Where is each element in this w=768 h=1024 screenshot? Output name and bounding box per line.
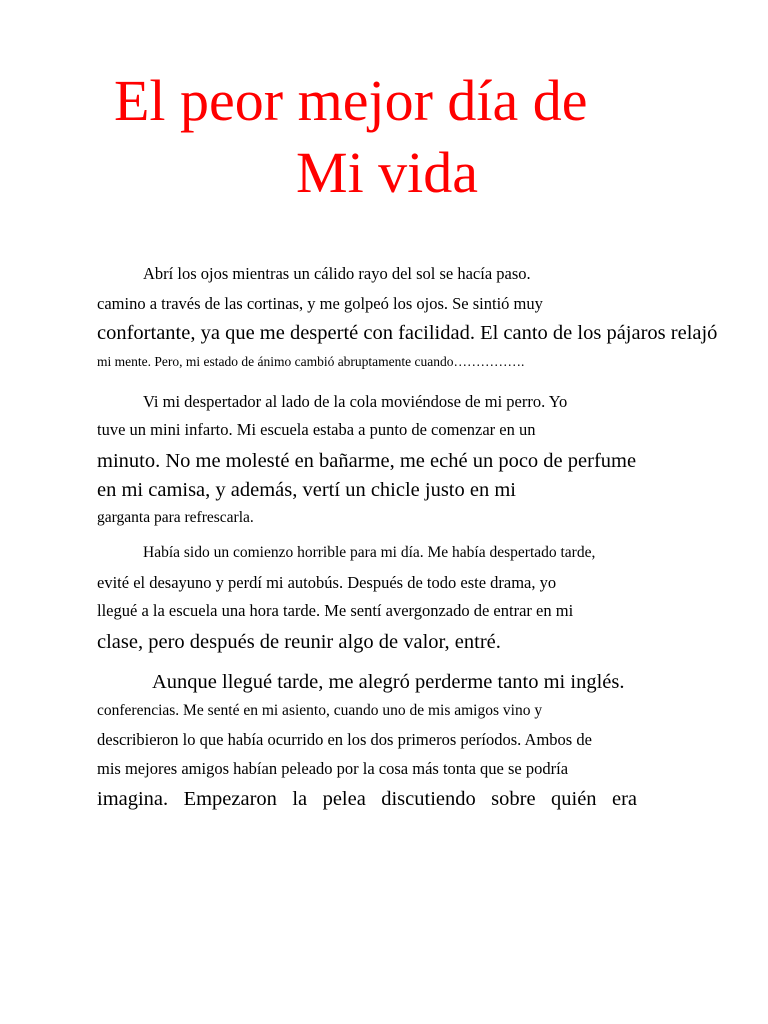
paragraph-3-line-3: llegué a la escuela una hora tarde. Me sentí avergonzado de entrar en mi [97, 601, 574, 620]
paragraph-2-line-3: minuto. No me molesté en bañarme, me eché un poco de perfume [97, 450, 637, 472]
paragraph-2-line-4: en mi camisa, y además, vertí un chicle justo en mi [97, 479, 516, 501]
paragraph-2-line-2: tuve un mini infarto. Mi escuela estaba a punto de comenzar en un [97, 420, 536, 439]
paragraph-1-line-2: camino a través de las cortinas, y me golpeó los ojos. Se sintió muy [97, 294, 543, 313]
paragraph-3-line-1: Había sido un comienzo horrible para mi día. Me había despertado tarde, [143, 544, 596, 561]
paragraph-2-line-1: Vi mi despertador al lado de la cola moviéndose de mi perro. Yo [143, 392, 568, 411]
paragraph-4-line-3: describieron lo que había ocurrido en los dos primeros períodos. Ambos de [97, 730, 592, 749]
paragraph-1-line-3: confortante, ya que me desperté con facilidad. El canto de los pájaros relajó [97, 322, 718, 344]
paragraph-1-line-1: Abrí los ojos mientras un cálido rayo del sol se hacía paso. [143, 264, 531, 283]
paragraph-1-line-4: mi mente. Pero, mi estado de ánimo cambió abruptamente cuando……………. [97, 354, 525, 369]
paragraph-4-line-2: conferencias. Me senté en mi asiento, cuando uno de mis amigos vino y [97, 702, 543, 719]
paragraph-3-line-4: clase, pero después de reunir algo de valor, entré. [97, 631, 501, 653]
document-title-line-1: El peor mejor día de [114, 68, 588, 133]
paragraph-2-line-5: garganta para refrescarla. [97, 509, 254, 526]
paragraph-4-line-1: Aunque llegué tarde, me alegró perderme tanto mi inglés. [152, 671, 625, 693]
paragraph-3-line-2: evité el desayuno y perdí mi autobús. Después de todo este drama, yo [97, 573, 557, 592]
document-title-line-2: Mi vida [296, 140, 479, 205]
paragraph-4-line-5: imagina. Empezaron la pelea discutiendo sobre quién era [97, 788, 637, 810]
paragraph-4-line-4: mis mejores amigos habían peleado por la cosa más tonta que se podría [97, 759, 569, 778]
